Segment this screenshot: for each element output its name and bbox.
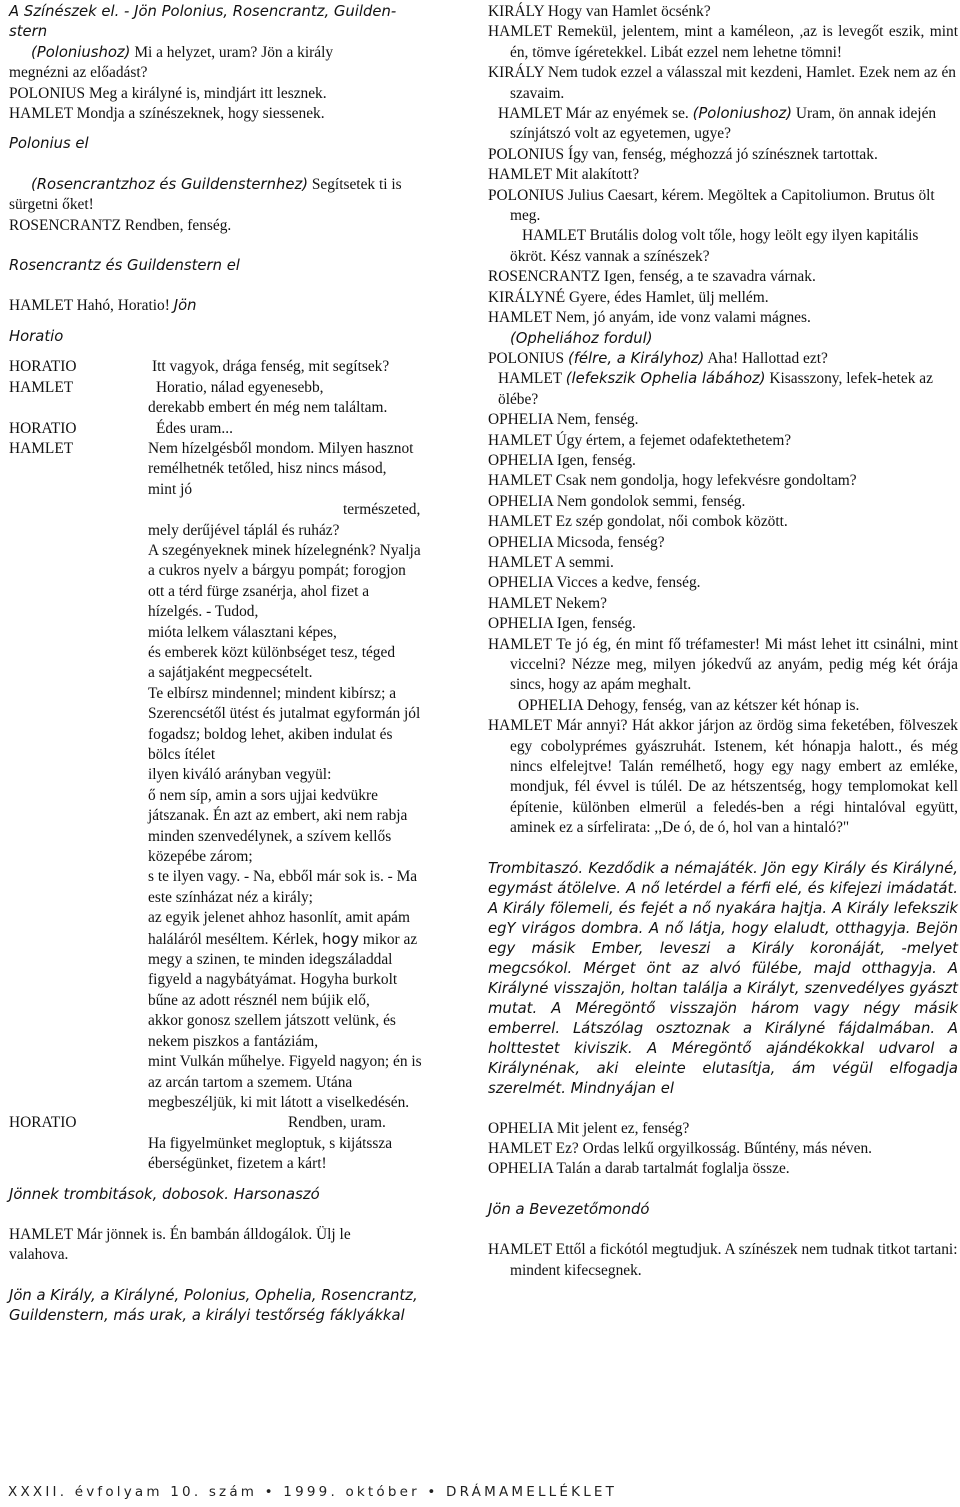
dialogue-row — [9, 1113, 471, 1174]
dialogue-line: HAMLET Remekül, jelentem, mint a kaméleon, ,az is levegőt eszik, mint én, tömve ígéretekkel. Libát ezzel nem lehetne tömni! — [488, 23, 958, 61]
dialogue-line: megnézni az előadást? — [9, 64, 148, 82]
dialogue-text — [148, 1113, 471, 1174]
dialogue-text: Aha! Hallottad ezt? — [704, 349, 828, 367]
dialogue-line: OPHELIA Nem, fenség. — [488, 411, 639, 429]
dialogue-line — [488, 369, 958, 410]
speech-line: bölcs ítélet — [148, 746, 216, 763]
dialogue-line: HAMLET Nem, jó anyám, ide vonz valami mágnes. — [488, 309, 811, 327]
dialogue-text: Ha figyelmünket megloptuk, s kijátssza — [148, 1134, 393, 1152]
speech-line: nekem piszkos a fantáziám, — [148, 1032, 319, 1050]
dialogue-line: HAMLET Csak nem gondolja, hogy lefekvésre gondoltam? — [488, 472, 857, 490]
stage-direction-text: a Bevezetőmondó — [515, 1200, 650, 1218]
dialogue-line: OPHELIA Talán a darab tartalmát foglalja össze. — [488, 1160, 790, 1178]
dialogue-line: HAMLET Mit alakított? — [488, 166, 640, 184]
speech-line: az egyik jelenet ahhoz hasonlít, amit apám — [148, 909, 410, 927]
dialogue-text: Uram, ön annak idején színjátszó volt az egyetemen, ugye? — [510, 105, 937, 143]
left-column — [9, 2, 471, 1327]
stage-direction-inline: (Poloniushoz) — [31, 43, 131, 61]
dialogue-text: derekabb embert én még nem találtam. — [148, 399, 388, 417]
dialogue-line: OPHELIA Igen, fenség. — [488, 615, 636, 633]
speech-line: A szegényeknek minek hízelegnénk? Nyalja — [148, 541, 421, 559]
dialogue-row — [9, 419, 471, 439]
speaker-name: HAMLET — [9, 378, 74, 396]
dialogue-line — [488, 349, 958, 369]
dialogue-line: OPHELIA Nem gondolok semmi, fenség. — [488, 492, 746, 510]
speech-text: mikor az — [359, 930, 418, 948]
dialogue-text: Segítsetek ti is — [308, 175, 402, 193]
speech-line — [148, 929, 471, 950]
dialogue-line: HAMLET Ez? Ordas lelkű orgyilkosság. Bűntény, más néven. — [488, 1140, 872, 1158]
stage-direction: (Opheliához fordul) — [510, 329, 653, 347]
dialogue-line: HAMLET Ez szép gondolat, női combok között. — [488, 513, 788, 531]
dialogue-line: POLONIUS Julius Caesart, kérem. Megöltek a Capitoliumon. Brutus ölt meg. — [488, 186, 935, 225]
speech-line: a cukros nyelv a bárgyu pompát; forogjon — [148, 562, 406, 580]
speech-line: hízelgés. - Tudod, — [148, 603, 259, 621]
dialogue-line — [488, 104, 958, 145]
dialogue-line: ROSENCRANTZ Igen, fenség, a te szavadra várnak. — [488, 268, 816, 286]
dialogue-text: POLONIUS — [488, 349, 568, 367]
dialogue-text: Édes uram... — [156, 419, 233, 437]
stage-direction: Jön a Király, a Királyné, Polonius, Ophelia, Rosencrantz, — [9, 1286, 418, 1304]
stage-direction-inline: (félre, a Királyhoz) — [567, 349, 705, 367]
right-column — [488, 2, 958, 1281]
dialogue-text: HAMLET Már az enyémek se. — [498, 105, 693, 123]
speech-line: bűne az adott résznél nem bújik elő, — [148, 991, 370, 1009]
dialogue-line — [9, 43, 471, 63]
page-footer: XXXII. évfolyam 10. szám • 1999. október • DRÁMAMELLÉKLET — [8, 1484, 618, 1500]
speech-line: az arcán tartom a szemem. Utána — [148, 1073, 353, 1091]
speech-line: minden szenvedélynek, a szívem kellős — [148, 827, 392, 845]
dialogue-row — [9, 439, 471, 1113]
speech-line: s te ilyen vagy. - Na, ebből már sok is. - Ma — [148, 868, 418, 886]
speech-line: természeted, — [343, 501, 421, 519]
stage-direction: Horatio — [9, 327, 64, 345]
speech-line: mint Vulkán műhelye. Figyeld nagyon; én is — [148, 1053, 422, 1071]
speaker-name: HORATIO — [9, 419, 77, 437]
speech-text: haláláról meséltem. Kérlek, — [148, 930, 322, 948]
speech-line: megy a szinen, te minden idegszáladdal — [148, 951, 393, 969]
stage-direction: Jönnek trombitások, dobosok. Harsonaszó — [9, 1185, 320, 1203]
dialogue-line: KIRÁLYNÉ Gyere, édes Hamlet, ülj mellém. — [488, 288, 769, 306]
speech-line: Nem hízelgésből mondom. Milyen hasznot — [148, 439, 414, 457]
speech-line: és emberek közt különbséget tesz, téged — [148, 643, 396, 661]
dialogue-line: KIRÁLY Hogy van Hamlet öcsénk? — [488, 3, 711, 20]
dialogue-text: Itt vagyok, drága fenség, mit segítsek? — [152, 358, 390, 376]
dialogue-text: éberségünket, fizetem a kárt! — [148, 1155, 327, 1173]
dialogue-text: HAMLET Hahó, Horatio! — [9, 297, 174, 315]
speech-line: mióta lelkem választani képes, — [148, 623, 337, 641]
dialogue-line: OPHELIA Vicces a kedve, fenség. — [488, 574, 701, 592]
stage-direction: Rosencrantz és Guildenstern el — [9, 257, 240, 275]
dialogue-line: HAMLET Már jönnek is. Én bambán álldogálok. Ülj le — [9, 1225, 351, 1243]
dialogue-row — [9, 378, 471, 419]
speech-line: mint jó — [148, 480, 193, 498]
dialogue-line: OPHELIA Micsoda, fenség? — [488, 533, 665, 551]
speaker-name: HAMLET — [9, 439, 74, 457]
stage-direction — [488, 1200, 958, 1220]
dialogue-line: OPHELIA Igen, fenség. — [488, 451, 636, 469]
speaker-name: HORATIO — [9, 358, 77, 376]
dialogue-line: HAMLET Úgy értem, a fejemet odafektethetem? — [488, 431, 792, 449]
dialogue-line: HAMLET Ettől a fickótól megtudjuk. A színészek nem tudnak titkot tartani: mindent kifecsegnek. — [488, 1241, 958, 1279]
dialogue-line: HAMLET Már annyi? Hát akkor járjon az ördög sima feketében, fölveszek egy cobolyprémes gyászruhát. Istenem, két hónapja halott., és még nincs elfelejtve! Talán remélhető, hogy egy nagy embert az emléke, mondjuk, fél évvel is túlél. De az hétszentség, hogy templomokat kell építenie, különben elmerül a feledés-ben a régi hintalóval együtt, aminek ez a sírfelirata: ,,De ó, de ó, hol van a hintaló?" — [488, 717, 958, 837]
speech-line: ott a térd fürge zsanérja, ahol fizet a — [148, 582, 370, 600]
speech-line: játszanak. Én azt az embert, aki nem rabja — [148, 807, 408, 825]
hamlet-speech — [148, 439, 471, 1113]
speech-line: ilyen kiváló arányban vegyül: — [148, 766, 332, 784]
speech-line: megbeszéljük, ki mit látott a viselkedésén. — [148, 1093, 410, 1111]
dialogue-line: HAMLET Mondja a színészeknek, hogy siessenek. — [9, 105, 325, 123]
dialogue-line: OPHELIA Dehogy, fenség, van az kétszer két hónap is. — [518, 696, 860, 714]
stage-direction-inline: (Rosencrantzhoz és Guildensternhez) — [31, 175, 308, 193]
dialogue-text: Rendben, uram. — [288, 1114, 386, 1132]
dialogue-text — [148, 378, 471, 419]
stage-direction-inline: Jön — [173, 297, 197, 315]
dialogue-text: HAMLET — [498, 370, 566, 388]
speech-line: remélhetnék tetőled, hisz nincs másod, — [148, 460, 387, 478]
dialogue-text: Horatio, nálad egyenesebb, — [156, 378, 324, 396]
speech-line: este színházat néz a király; — [148, 888, 313, 906]
dialogue-line: POLONIUS Meg a királyné is, mindjárt itt lesznek. — [9, 84, 327, 102]
dialogue-line: KIRÁLY Nem tudok ezzel a válasszal mit kezdeni, Hamlet. Ezek nem az én szavaim. — [488, 64, 956, 102]
dialogue-line: HAMLET Nekem? — [488, 594, 607, 612]
speech-line: közepébe zárom; — [148, 848, 253, 866]
dialogue-line: HAMLET Te jó ég, én mint fő tréfamester! Mi mást lehet itt csinálni, mint viccelni? Nézze meg, milyen jókedvű az anyám, pedig még két órája sincs, hogy az apám meghalt. — [488, 635, 958, 694]
stage-direction: Polonius el — [9, 135, 89, 153]
dialogue-line: OPHELIA Mit jelent ez, fenség? — [488, 1119, 690, 1137]
stage-direction: stern — [9, 23, 48, 41]
dialogue-row — [9, 357, 471, 377]
stage-direction-text: Jön — [488, 1200, 516, 1218]
speech-line: a sajátjaként megpecsételt. — [148, 664, 313, 682]
stage-direction: Guildenstern, más urak, a királyi testőrség fáklyákkal — [9, 1307, 405, 1325]
speech-line: Te elbírsz mindennel; mindent kibírsz; a — [148, 684, 397, 702]
dialogue-line: HAMLET Brutális dolog volt tőle, hogy leölt egy ilyen kapitális ökröt. Kész vannak a színészek? — [510, 227, 919, 265]
dialogue-line: valahova. — [9, 1246, 69, 1264]
speech-line: ő nem síp, amin a sors ujjai kedvükre — [148, 786, 378, 804]
dialogue-text: Mi a helyzet, uram? Jön a király — [130, 43, 334, 61]
dialogue-line: sürgetni őket! — [9, 196, 94, 214]
speech-emphasis: hogy — [321, 929, 360, 948]
speech-line: fogadsz; boldog lehet, akiben indulat és — [148, 725, 393, 743]
stage-direction: A Színészek el. - Jön Polonius, Rosencrantz, Guilden- — [9, 3, 397, 20]
stage-direction-paragraph: Trombitaszó. Kezdődik a némajáték. Jön egy Király és Királyné, egymást átölelve. A nő letérdel a férfi elé, és kifejezi imádatát. A Király fölemeli, és fejét a nő nyakára hajtja. A Király lefekszik egY virágos dombra. A nő látja, hogy elaludt, otthagyja. Bejön egy másik Ember, leveszi a Király koronáját, -melyet megcsókol. Mérget önt az alvó fülébe, majd otthagyja. A Királyné visszajön, holtan találja a Királyt, szenvedélyes gyászt mutat. A Méregöntő visszajön három vagy négy másik emberrel. Látszólag osztoznak a Királyné fájdalmában. A holttestet kiviszik. A Méregöntő ajándékokkal udvarol a Királynénak, aki eleinte elutasítja, ám végül elfogadja szerelmét. Mindnyájan el — [488, 859, 958, 1097]
speaker-name: HORATIO — [9, 1114, 77, 1132]
dialogue-text: Kisasszony, lefek-hetek az ölébe? — [498, 370, 933, 408]
dialogue-line — [9, 175, 471, 195]
speech-line: mely derűjével táplál és ruház? — [148, 521, 340, 539]
speech-line: figyeld a nagybátyámat. Hogyha burkolt — [148, 971, 398, 989]
dialogue-line: HAMLET A semmi. — [488, 553, 614, 571]
stage-direction-inline: (lefekszik Ophelia lábához) — [565, 370, 766, 388]
speech-line: Szerencsétől ütést és jutalmat egyformán jól — [148, 705, 421, 723]
dialogue-line: POLONIUS Így van, fenség, méghozzá jó színésznek tartottak. — [488, 145, 878, 163]
stage-direction-inline: (Poloniushoz) — [692, 105, 793, 123]
dialogue-line — [9, 296, 471, 316]
speech-line: akkor gonosz szellem játszott velünk, és — [148, 1012, 396, 1030]
dialogue-line: ROSENCRANTZ Rendben, fenség. — [9, 216, 232, 234]
